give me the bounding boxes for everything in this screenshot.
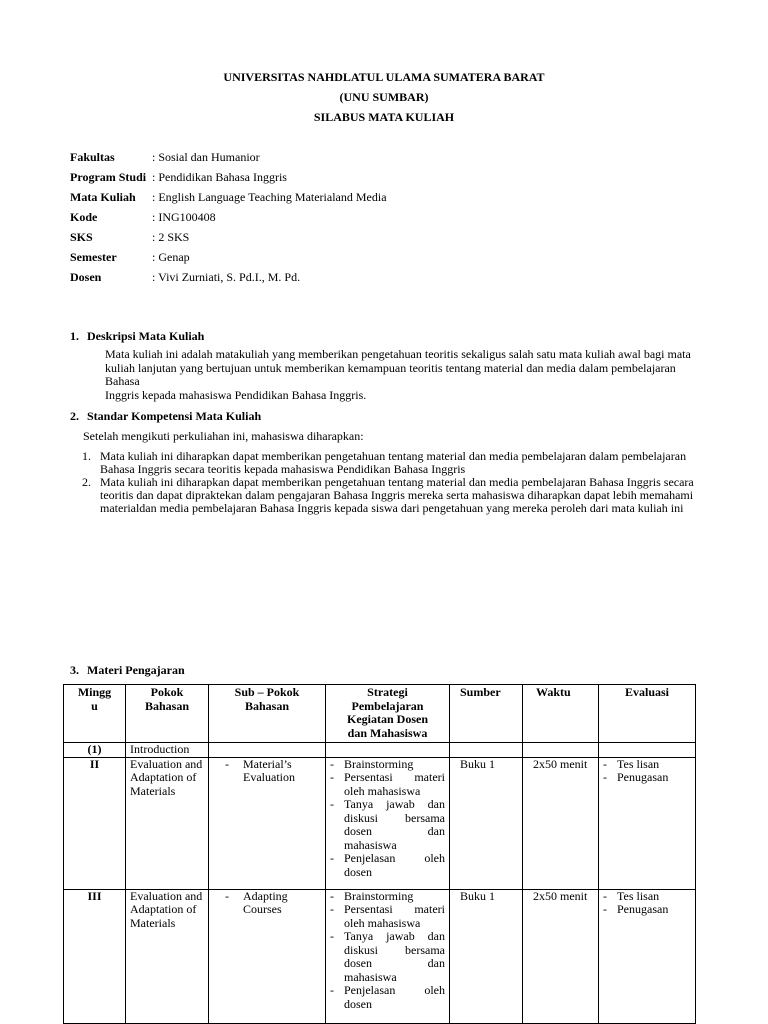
info-value: : English Language Teaching Materialand Media [152,190,387,204]
section-title: Deskripsi Mata Kuliah [87,329,205,343]
cell-sumber: Buku 1 [450,889,523,1023]
item-text [100,476,702,515]
text-line: Mata kuliah ini diharapkan dapat memberikan pengetahuan tentang material dan media pembelajaran dalam pembelajaran [100,449,687,463]
info-label: Program Studi [70,170,147,184]
info-label: Semester [70,250,117,264]
cell-evaluasi: - Tes lisan - Penugasan [599,889,696,1023]
text-line: materialdan media pembelajaran Bahasa Inggris kepada siswa dari pengetahuan yang mereka peroleh dari mata kuliah ini [100,501,684,515]
competency-list [82,450,702,515]
cell-strategi: - Brainstorming - Persentasi materi oleh mahasiswa - Tanya jawab dan diskusi bersama dosen dan mahasiswa - Penjelasan oleh dosen [326,889,450,1023]
cell-evaluasi [599,743,696,758]
materials-table [63,684,696,1024]
info-row [70,247,387,267]
info-value: : Genap [152,250,190,264]
column-header-minggu: Mingg u [64,685,126,743]
text-line: Inggris kepada mahasiswa Pendidikan Bahasa Inggris. [105,387,367,402]
cell-minggu: III [64,889,126,1023]
cell-sub: - Adapting Courses [209,889,326,1023]
info-value: : Pendidikan Bahasa Inggris [152,170,287,184]
info-row [70,187,387,207]
item-number: 1. [82,449,91,463]
info-value: : Sosial dan Humanior [152,150,260,164]
table-row [64,889,696,1023]
cell-strategi [326,743,450,758]
column-header-evaluasi: Evaluasi [599,685,696,743]
section-2-heading [70,409,261,424]
info-row [70,267,387,287]
cell-strategi: - Brainstorming - Persentasi materi oleh mahasiswa - Tanya jawab dan diskusi bersama dosen dan mahasiswa - Penjelasan oleh dosen [326,757,450,889]
cell-waktu [523,743,599,758]
info-row [70,207,387,227]
cell-minggu: (1) [64,743,126,758]
text-line: kuliah lanjutan yang bertujuan untuk memberikan kemampuan teoritis tentang material dan media dalam pembelajaran Bahasa [105,360,676,388]
university-abbrev: (UNU SUMBAR) [339,90,429,104]
text-line: teoritis dan dapat dipraktekan dalam pengajaran Bahasa Inggris mereka serta mahasiswa diharapkan dapat lebih memahami [100,488,694,502]
cell-sumber: Buku 1 [450,757,523,889]
cell-pokok: Introduction [126,743,209,758]
cell-pokok: Evaluation and Adaptation of Materials [126,757,209,889]
item-number: 2. [82,475,91,489]
info-label: Dosen [70,270,102,284]
table-row [64,757,696,889]
column-header-waktu: Waktu [523,685,599,743]
info-label: Kode [70,210,98,224]
cell-minggu: II [64,757,126,889]
cell-waktu: 2x50 menit [523,889,599,1023]
table-header-row [64,685,696,743]
section-2-intro: Setelah mengikuti perkuliahan ini, mahasiswa diharapkan: [83,429,364,443]
section-title: Materi Pengajaran [87,663,185,677]
section-1-heading [70,329,204,344]
course-info [70,147,387,287]
table-row [64,743,696,758]
item-text [100,450,702,476]
info-value: : ING100408 [152,210,216,224]
info-label: SKS [70,230,93,244]
section-title: Standar Kompetensi Mata Kuliah [87,409,262,423]
info-row [70,147,387,167]
info-value: : Vivi Zurniati, S. Pd.I., M. Pd. [152,270,301,284]
cell-waktu: 2x50 menit [523,757,599,889]
column-header-strategi: Strategi Pembelajaran Kegiatan Dosen dan Mahasiswa [326,685,450,743]
cell-sub: - Material’s Evaluation [209,757,326,889]
cell-sub [209,743,326,758]
section-number: 3. [70,663,79,677]
info-label: Fakultas [70,150,115,164]
cell-sumber [450,743,523,758]
section-1-description [105,348,705,402]
text-line: Mata kuliah ini adalah matakuliah yang memberikan pengetahuan teoritis sekaligus salah satu mata kuliah awal bagi mata [105,347,691,361]
section-number: 1. [70,329,79,343]
cell-evaluasi: - Tes lisan - Penugasan [599,757,696,889]
list-item [82,450,702,476]
text-line: Bahasa Inggris secara teoritis kepada mahasiswa Pendidikan Bahasa Inggris [100,462,466,476]
info-label: Mata Kuliah [70,190,136,204]
university-name: UNIVERSITAS NAHDLATUL ULAMA SUMATERA BARAT [223,70,545,84]
info-row [70,167,387,187]
section-number: 2. [70,409,79,423]
column-header-sub-pokok: Sub – Pokok Bahasan [209,685,326,743]
cell-pokok: Evaluation and Adaptation of Materials [126,889,209,1023]
column-header-sumber: Sumber [450,685,523,743]
section-3-heading [70,663,185,678]
syllabus-title: SILABUS MATA KULIAH [313,110,455,124]
text-line: Mata kuliah ini diharapkan dapat memberikan pengetahuan tentang material dan media pembelajaran Bahasa Inggris secara [100,475,694,489]
info-value: : 2 SKS [152,230,190,244]
info-row [70,227,387,247]
document-title [0,67,768,127]
column-header-pokok: Pokok Bahasan [126,685,209,743]
list-item [82,476,702,515]
